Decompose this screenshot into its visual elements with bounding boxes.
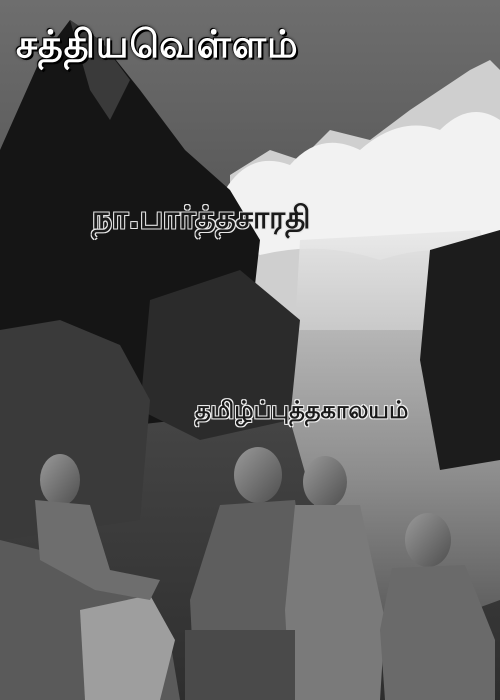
publisher-name: தமிழ்ப்புத்தகாலயம் xyxy=(195,396,409,424)
table-block xyxy=(185,630,295,700)
author-name: நா.பார்த்தசாரதி xyxy=(92,200,311,236)
book-title: சத்தியவெள்ளம் xyxy=(16,22,299,66)
